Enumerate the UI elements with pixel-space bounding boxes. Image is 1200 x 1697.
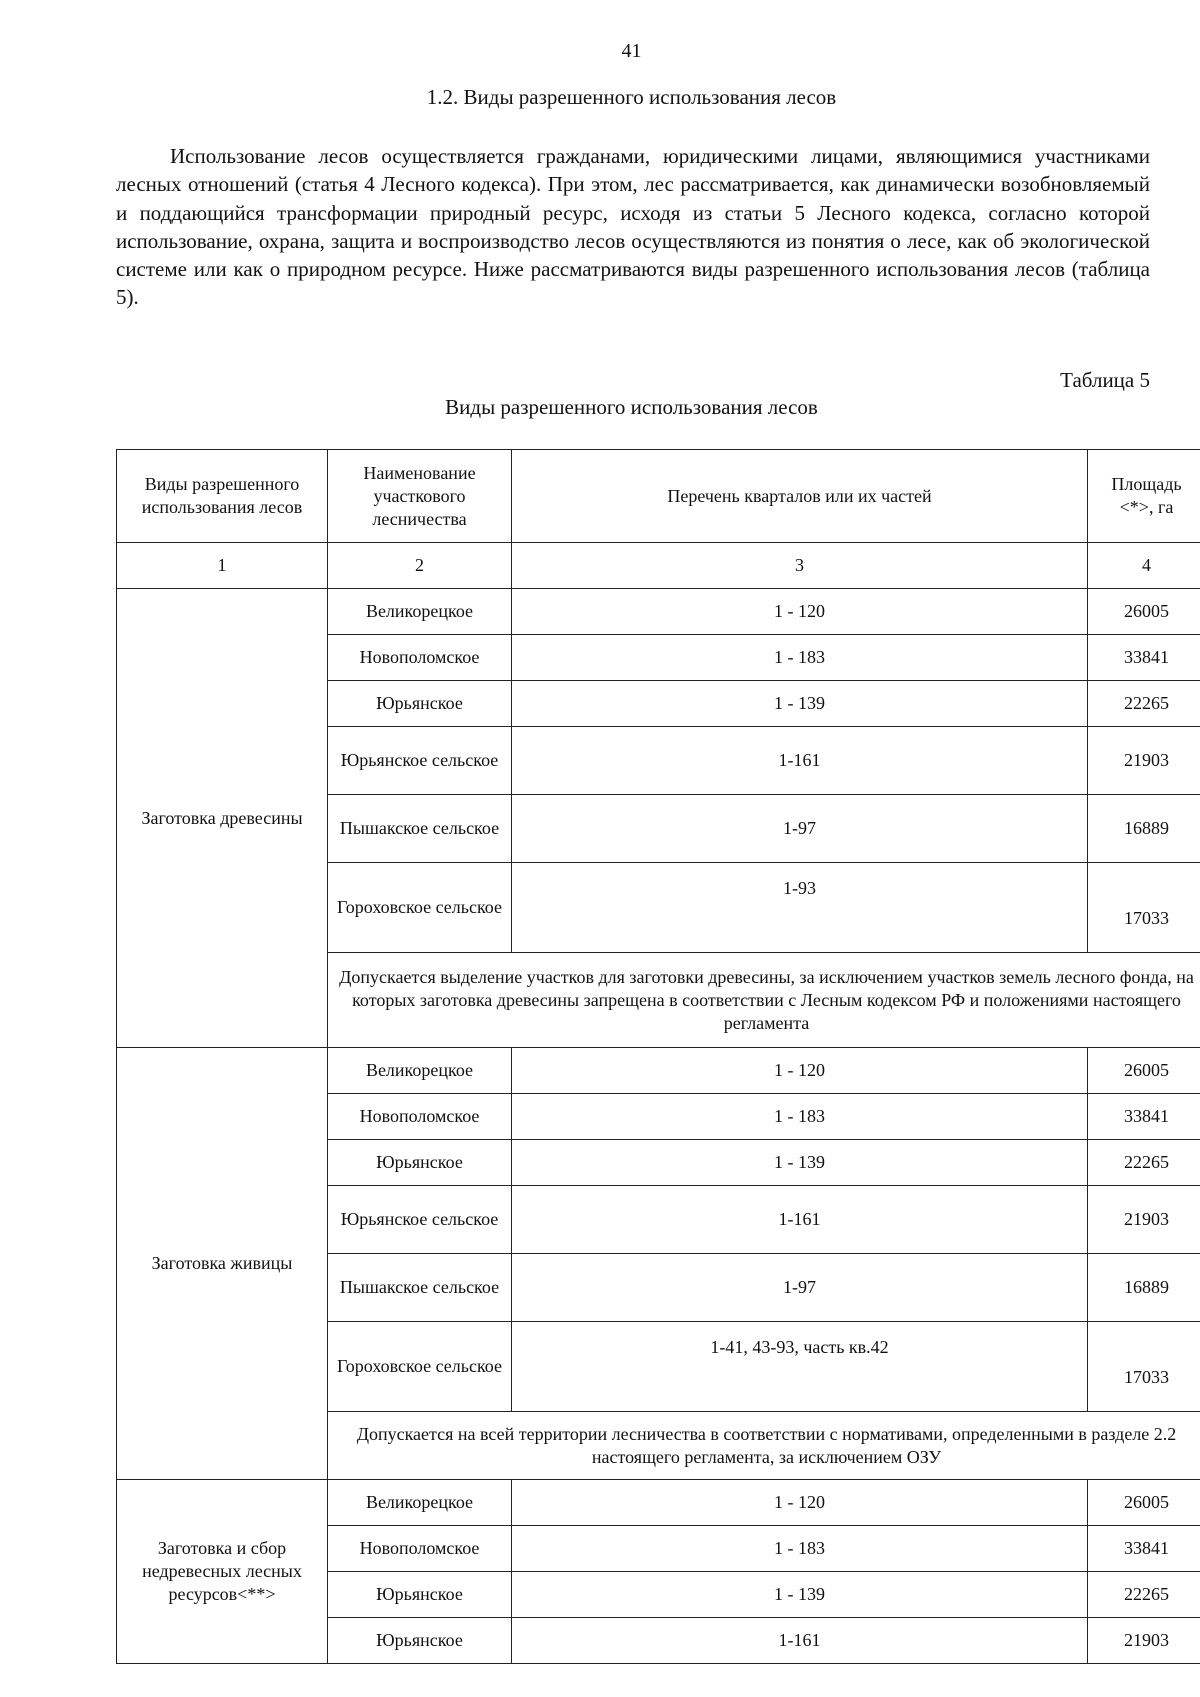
forestry-name-cell: Великорецкое bbox=[328, 1480, 512, 1526]
forestry-name-cell: Юрьянское bbox=[328, 1572, 512, 1618]
quarters-cell: 1 - 139 bbox=[512, 681, 1088, 727]
area-cell: 21903 bbox=[1088, 1618, 1200, 1664]
body-paragraph: Использование лесов осуществляется гражданами, юридическими лицами, являющимися участниками лесных отношений (статья 4 Лесного кодекса). При этом, лес рассматривается, как динамически возобновляемый и поддающийся трансформации природный ресурс, исходя из статьи 5 Лесного кодекса, согласно которой использование, охрана, защита и воспроизводство лесов осуществляются из понятия о лесе, как об экологической системе или как о природном ресурсе. Ниже рассматриваются виды разрешенного использования лесов (таблица 5). bbox=[116, 144, 1150, 310]
quarters-cell: 1-161 bbox=[512, 1618, 1088, 1664]
forestry-name-cell: Великорецкое bbox=[328, 589, 512, 635]
forestry-name-cell: Пышакское сельское bbox=[328, 1254, 512, 1322]
area-cell: 22265 bbox=[1088, 681, 1200, 727]
quarters-cell: 1-161 bbox=[512, 727, 1088, 795]
quarters-cell: 1-41, 43-93, часть кв.42 bbox=[512, 1322, 1088, 1412]
forestry-name-cell: Великорецкое bbox=[328, 1048, 512, 1094]
table-header-row bbox=[117, 450, 1200, 543]
use-type-cell: Заготовка и сбор недревесных лесных ресурсов<**> bbox=[117, 1480, 328, 1664]
table-label: Таблица 5 bbox=[1060, 368, 1150, 392]
quarters-cell: 1 - 183 bbox=[512, 1526, 1088, 1572]
column-number: 2 bbox=[328, 543, 512, 589]
column-number-row bbox=[117, 543, 1200, 589]
quarters-cell: 1 - 139 bbox=[512, 1572, 1088, 1618]
area-cell: 16889 bbox=[1088, 795, 1200, 863]
forestry-name-cell: Новополомское bbox=[328, 1526, 512, 1572]
forestry-name-cell: Пышакское сельское bbox=[328, 795, 512, 863]
quarters-cell: 1-97 bbox=[512, 1254, 1088, 1322]
use-type-cell: Заготовка живицы bbox=[117, 1048, 328, 1480]
area-cell: 26005 bbox=[1088, 1480, 1200, 1526]
page-number: 41 bbox=[621, 40, 642, 62]
note-cell: Допускается выделение участков для заготовки древесины, за исключением участков земель лесного фонда, на которых заготовка древесины запрещена в соответствии с Лесным кодексом РФ и положениями настоящего регламента bbox=[328, 953, 1200, 1048]
forestry-name-cell: Юрьянское bbox=[328, 681, 512, 727]
quarters-cell: 1 - 183 bbox=[512, 635, 1088, 681]
header-area: Площадь <*>, га bbox=[1088, 450, 1200, 543]
area-cell: 22265 bbox=[1088, 1572, 1200, 1618]
section-heading: 1.2. Виды разрешенного использования лесов bbox=[426, 85, 837, 109]
forestry-name-cell: Гороховское сельское bbox=[328, 1322, 512, 1412]
area-cell: 33841 bbox=[1088, 1094, 1200, 1140]
table-title: Виды разрешенного использования лесов bbox=[445, 395, 818, 419]
column-number: 4 bbox=[1088, 543, 1200, 589]
note-cell: Допускается на всей территории лесничества в соответствии с нормативами, определенными в разделе 2.2 настоящего регламента, за исключением ОЗУ bbox=[328, 1412, 1200, 1480]
quarters-cell: 1 - 120 bbox=[512, 1048, 1088, 1094]
table-row bbox=[117, 1048, 1200, 1094]
area-cell: 33841 bbox=[1088, 1526, 1200, 1572]
column-number: 3 bbox=[512, 543, 1088, 589]
column-number: 1 bbox=[117, 543, 328, 589]
quarters-cell: 1-97 bbox=[512, 795, 1088, 863]
forestry-name-cell: Юрьянское сельское bbox=[328, 727, 512, 795]
forestry-name-cell: Гороховское сельское bbox=[328, 863, 512, 953]
quarters-cell: 1 - 139 bbox=[512, 1140, 1088, 1186]
area-cell: 21903 bbox=[1088, 1186, 1200, 1254]
header-use-type: Виды разрешенного использования лесов bbox=[117, 450, 328, 543]
header-forestry-name: Наименование участкового лесничества bbox=[328, 450, 512, 543]
use-type-cell: Заготовка древесины bbox=[117, 589, 328, 1048]
header-quarters: Перечень кварталов или их частей bbox=[512, 450, 1088, 543]
forestry-name-cell: Новополомское bbox=[328, 1094, 512, 1140]
forestry-name-cell: Юрьянское сельское bbox=[328, 1186, 512, 1254]
area-cell: 26005 bbox=[1088, 1048, 1200, 1094]
quarters-cell: 1-93 bbox=[512, 863, 1088, 953]
area-cell: 33841 bbox=[1088, 635, 1200, 681]
forestry-name-cell: Юрьянское bbox=[328, 1140, 512, 1186]
area-cell: 21903 bbox=[1088, 727, 1200, 795]
quarters-cell: 1-161 bbox=[512, 1186, 1088, 1254]
land-use-table bbox=[116, 449, 1200, 1664]
forestry-name-cell: Юрьянское bbox=[328, 1618, 512, 1664]
area-cell: 26005 bbox=[1088, 589, 1200, 635]
quarters-cell: 1 - 120 bbox=[512, 589, 1088, 635]
table-row bbox=[117, 589, 1200, 635]
table-row bbox=[117, 1480, 1200, 1526]
quarters-cell: 1 - 183 bbox=[512, 1094, 1088, 1140]
area-cell: 17033 bbox=[1088, 863, 1200, 953]
forestry-name-cell: Новополомское bbox=[328, 635, 512, 681]
area-cell: 17033 bbox=[1088, 1322, 1200, 1412]
area-cell: 22265 bbox=[1088, 1140, 1200, 1186]
quarters-cell: 1 - 120 bbox=[512, 1480, 1088, 1526]
area-cell: 16889 bbox=[1088, 1254, 1200, 1322]
